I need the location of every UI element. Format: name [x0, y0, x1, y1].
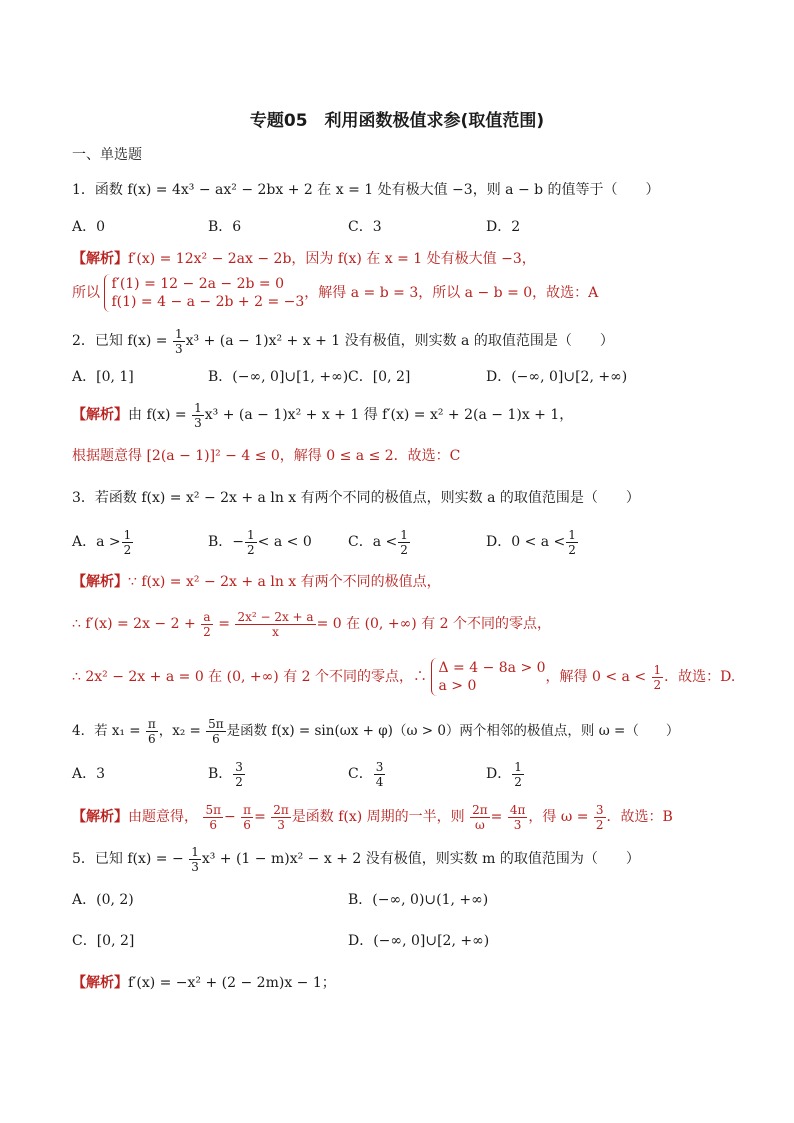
option-b: B． $\frac{3}{2}$ — [208, 759, 243, 789]
solution-1-line-1: 【解析】f′(x) = 12x² − 2ax − 2b，因为 f(x) 在 x = 1 处有极大值 −3， — [72, 251, 536, 267]
equation-system: Δ = 4 − 8a > 0 a > 0 — [431, 658, 545, 696]
question-1-stem: 1．函数 f(x) = 4x³ − ax² − 2bx + 2 在 x = 1 处有极大值 −3，则 a − b 的值等于（ ） — [72, 182, 660, 198]
question-3-stem: 3．若函数 f(x) = x² − 2x + a ln x 有两个不同的极值点，则实数 a 的取值范围是（ ） — [72, 490, 640, 506]
option-c: C．a < $\frac{1}{2}$ — [348, 527, 408, 557]
fraction: $\frac{1}{3}$ — [175, 326, 183, 356]
option-d: D．0 < a < $\frac{1}{2}$ — [486, 527, 576, 557]
solution-tag: 【解析】 — [72, 975, 128, 991]
option-a: A．[0, 1] — [72, 369, 134, 385]
solution-4: 【解析】由题意得， $\frac{5\pi}{6}$ − $\frac{\pi}{6}$ = $\frac{2\pi}{3}$ 是函数 f(x) 周期的一半，则 $\frac{2\pi}{\omega}$ = $\frac{4\pi}{3}$ ，得 ω = $\frac{3}{2}$ ．故选：B — [72, 802, 673, 832]
option-d: D．(−∞, 0]∪[2, +∞) — [348, 933, 490, 949]
solution-tag: 【解析】 — [72, 574, 128, 590]
option-d: D．2 — [486, 219, 521, 235]
solution-3-line-3: ∴ 2x² − 2x + a = 0 在 (0, +∞) 有 2 个不同的零点，∴ Δ = 4 − 8a > 0 a > 0，解得 0 < a < $\frac{1}{2}$ ．故选：D. — [72, 660, 736, 694]
option-b: B．− $\frac{1}{2}$ < a < 0 — [208, 527, 312, 557]
fraction: $\frac{1}{3}$ — [194, 400, 202, 430]
option-b: B．(−∞, 0)∪(1, +∞) — [348, 892, 489, 908]
option-b: B．6 — [208, 219, 242, 235]
solution-3-line-2: ∴ f′(x) = 2x − 2 + $\frac{a}{2}$ = $\frac{\text{2x² − 2x + a}}{x}$ = 0 在 (0, +∞) 有 2 个不同的零点， — [72, 609, 551, 639]
option-d: D．(−∞, 0]∪[2, +∞) — [486, 369, 628, 385]
solution-tag: 【解析】 — [72, 251, 128, 267]
solution-tag: 【解析】 — [72, 407, 128, 423]
option-c: C． $\frac{3}{4}$ — [348, 759, 384, 789]
option-d: D． $\frac{1}{2}$ — [486, 759, 522, 789]
solution-2-line-2: 根据题意得 [2(a − 1)]² − 4 ≤ 0，解得 0 ≤ a ≤ 2．故选：C — [72, 448, 461, 464]
option-c: C．[0, 2] — [72, 933, 135, 949]
option-c: C．[0, 2] — [348, 369, 411, 385]
option-a: A．a > $\frac{1}{2}$ — [72, 527, 132, 557]
solution-1-line-2: 所以 f′(1) = 12 − 2a − 2b = 0 f(1) = 4 − a − 2b + 2 = −3，解得 a = b = 3，所以 a − b = 0，故选：A — [72, 276, 599, 310]
solution-5: 【解析】f′(x) = −x² + (2 − 2m)x − 1； — [72, 975, 336, 991]
option-c: C．3 — [348, 219, 382, 235]
solution-3-line-1: 【解析】∵ f(x) = x² − 2x + a ln x 有两个不同的极值点， — [72, 574, 441, 590]
solution-2-line-1: 【解析】由 f(x) = $\frac{1}{3}$ x³ + (a − 1)x² + x + 1 得 f′(x) = x² + 2(a − 1)x + 1， — [72, 400, 574, 430]
option-a: A．3 — [72, 766, 106, 782]
option-a: A．0 — [72, 219, 106, 235]
equation-system: f′(1) = 12 − 2a − 2b = 0 f(1) = 4 − a − 2b + 2 = −3 — [104, 274, 304, 312]
solution-tag: 【解析】 — [72, 809, 128, 825]
section-heading: 一、单选题 — [72, 147, 142, 163]
question-4-stem: 4．若 x₁ = $\frac{\pi}{6}$ ，x₂ = $\frac{5\pi}{6}$ 是函数 f(x) = sin(ωx + φ)（ω > 0）两个相邻的极值点，则 ω =（ ） — [72, 717, 680, 746]
option-a: A．(0, 2) — [72, 892, 134, 908]
option-b: B．(−∞, 0]∪[1, +∞) — [208, 369, 349, 385]
question-2-stem: 2．已知 f(x) = $\frac{1}{3}$ x³ + (a − 1)x² + x + 1 没有极值，则实数 a 的取值范围是（ ） — [72, 326, 614, 356]
page-title: 专题05 利用函数极值求参(取值范围) — [249, 111, 545, 131]
question-5-stem: 5．已知 f(x) = − $\frac{1}{3}$ x³ + (1 − m)x² − x + 2 没有极值，则实数 m 的取值范围为（ ） — [72, 844, 640, 874]
